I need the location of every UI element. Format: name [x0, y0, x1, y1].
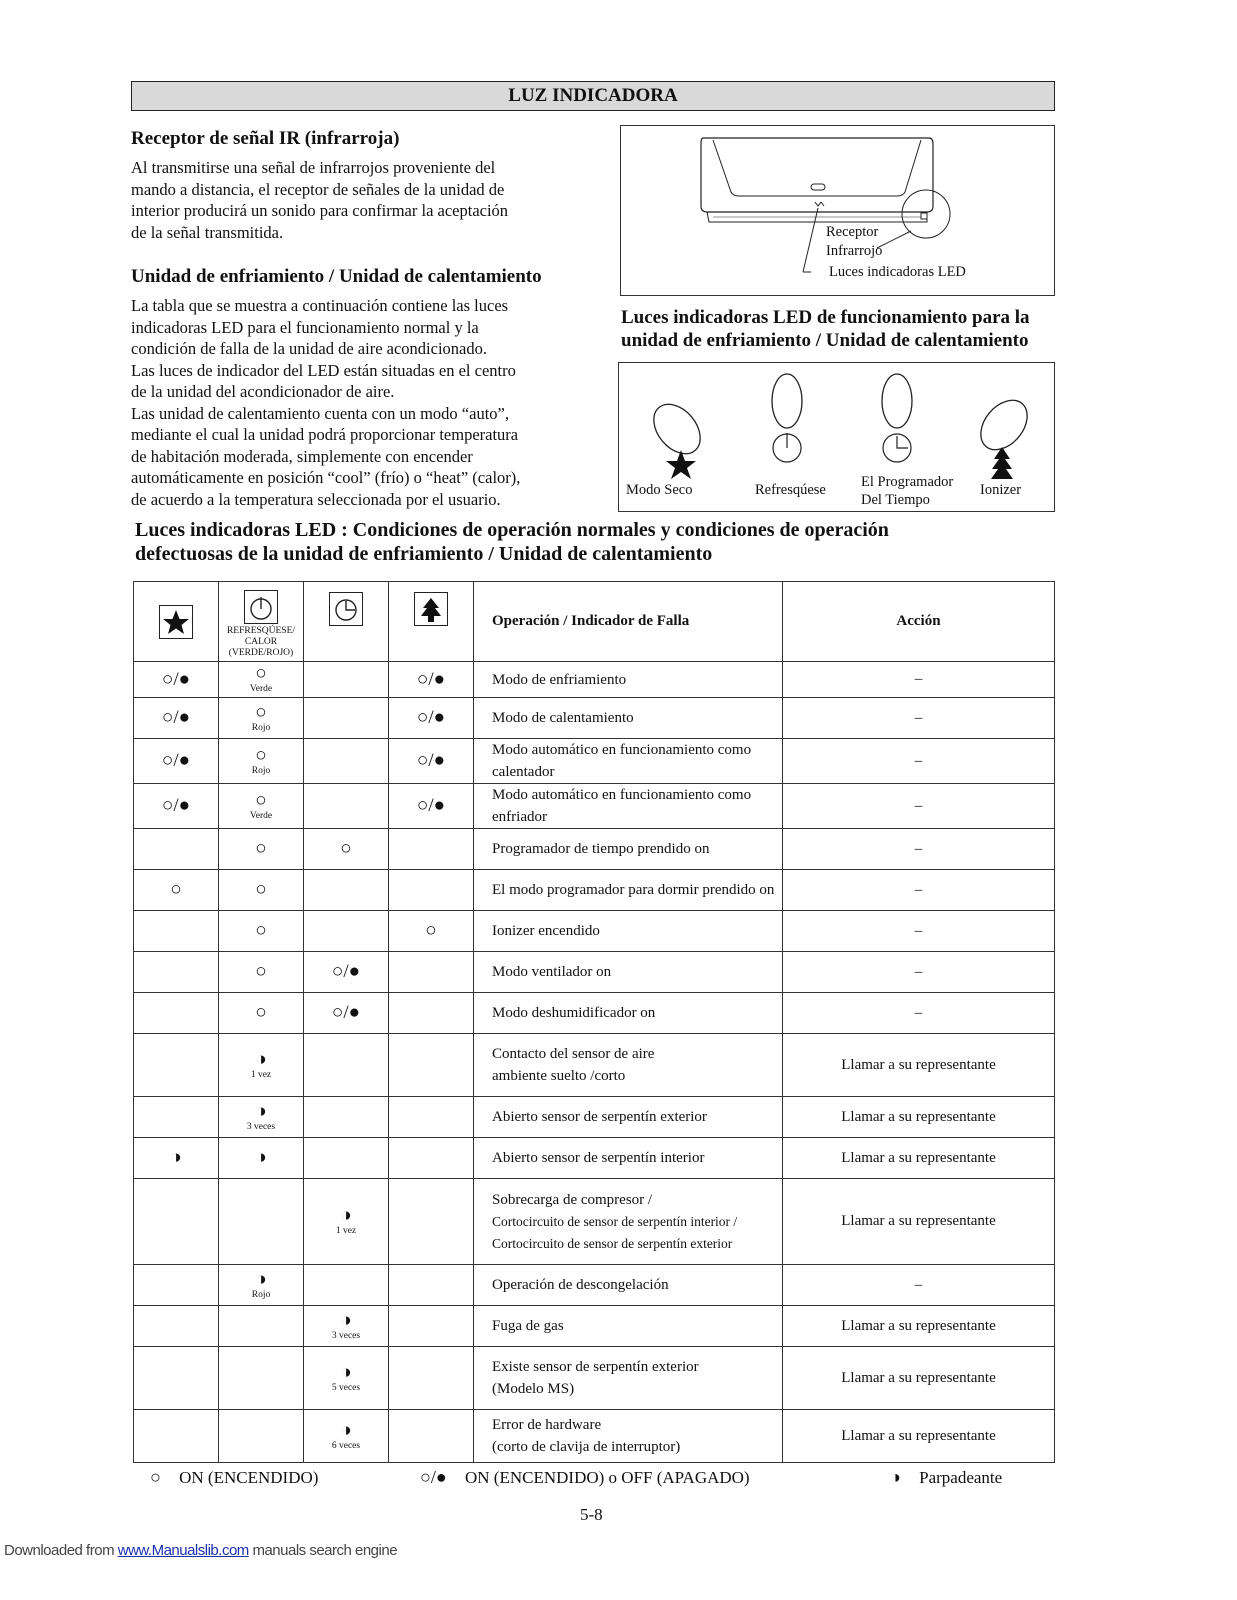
led-state-symbol: ○ [255, 838, 267, 859]
receptor-label-line1: Receptor [826, 224, 879, 240]
operation-text: Contacto del sensor de aire [492, 1046, 655, 1062]
action-cell: Llamar a su representante [783, 1138, 1055, 1179]
led-cell-4 [389, 1034, 474, 1097]
action-cell: – [783, 1265, 1055, 1306]
action-cell: Llamar a su representante [783, 1034, 1055, 1097]
led-state-symbol: ◑ [255, 1100, 267, 1122]
led-state-symbol: ◑ [340, 1309, 352, 1331]
led-cell-2 [219, 1138, 304, 1179]
led-cell-1 [134, 1306, 219, 1347]
led-cell-4 [389, 1265, 474, 1306]
action-cell: – [783, 698, 1055, 739]
operation-cell [474, 698, 783, 739]
paragraph-line: de habitación moderada, simplemente con encender [131, 446, 473, 466]
table-row [134, 739, 1055, 784]
led-state-symbol: ○/● [161, 795, 191, 816]
table-heading-line1: Luces indicadoras LED : Condiciones de operación normales y condiciones de operación [135, 519, 889, 541]
led-label-programador-line1: El Programador [861, 474, 954, 490]
led-state-symbol: ○ [255, 789, 267, 811]
led-cell-2 [219, 1265, 304, 1306]
led-cell-4 [389, 698, 474, 739]
led-cell-2 [219, 952, 304, 993]
led-state-symbol: ○ [170, 879, 182, 900]
paragraph-line: La tabla que se muestra a continuación contiene las luces [131, 296, 509, 315]
led-label: Luces indicadoras LED [829, 264, 966, 280]
header-clock-cell [304, 582, 389, 662]
led-cell-1 [134, 1034, 219, 1097]
operation-cell [474, 870, 783, 911]
led-state-note: 5 veces [331, 1382, 361, 1393]
led-cell-1 [134, 870, 219, 911]
led-cell-3 [304, 870, 389, 911]
led-cell-1 [134, 1410, 219, 1463]
paragraph-line: automáticamente en posición “cool” (frío) o “heat” (calor), [131, 468, 521, 487]
led-state-symbol: ○/● [161, 668, 191, 690]
led-state-symbol: ◑ [170, 1147, 182, 1168]
table-row [134, 1097, 1055, 1138]
led-cell-3 [304, 952, 389, 993]
led-label-modo-seco: Modo Seco [626, 482, 693, 498]
led-cell-3 [304, 829, 389, 870]
led-state-symbol: ○/● [331, 961, 361, 982]
led-cell-1 [134, 1179, 219, 1265]
action-cell: – [783, 911, 1055, 952]
section-unit-text [131, 295, 566, 510]
header-power-sub1: REFRESQÚESE/ [226, 626, 296, 636]
led-cell-3 [304, 1347, 389, 1410]
section-unit-heading: Unidad de enfriamiento / Unidad de calentamiento [131, 266, 542, 287]
led-cell-4 [389, 829, 474, 870]
paragraph-line: Al transmitirse una señal de infrarrojos proveniente del [131, 158, 496, 177]
paragraph-line: mando a distancia, el receptor de señales de la unidad de [131, 179, 505, 199]
operation-text: (corto de clavija de interruptor) [492, 1439, 681, 1455]
operation-cell [474, 1097, 783, 1138]
paragraph-line: Las unidad de calentamiento cuenta con un modo “auto”, [131, 403, 509, 423]
led-state-symbol: ○ [340, 838, 352, 859]
paragraph-line: mediante el cual la unidad podrá proporcionar temperatura [131, 425, 519, 444]
led-cell-2 [219, 993, 304, 1034]
led-cell-1 [134, 784, 219, 829]
led-state-symbol: ○ [425, 920, 437, 941]
table-row [134, 1306, 1055, 1347]
led-cell-2 [219, 662, 304, 698]
operation-text: Modo deshumidificador on [492, 1005, 656, 1021]
action-cell: – [783, 784, 1055, 829]
table-heading [135, 518, 889, 566]
operation-cell [474, 739, 783, 784]
section-ir-text [131, 157, 566, 243]
operation-text: Abierto sensor de serpentín exterior [492, 1109, 707, 1125]
header-action: Acción [783, 582, 1055, 662]
table-row [134, 911, 1055, 952]
operation-text: Error de hardware [492, 1417, 602, 1433]
led-cell-3 [304, 1306, 389, 1347]
operation-text: Abierto sensor de serpentín interior [492, 1150, 705, 1166]
led-cell-1 [134, 952, 219, 993]
led-cell-3 [304, 993, 389, 1034]
table-row [134, 1034, 1055, 1097]
led-figure-heading [621, 306, 1030, 352]
table-row [134, 952, 1055, 993]
led-cell-2 [219, 1410, 304, 1463]
legend-onoff [420, 1467, 750, 1488]
operation-text: Programador de tiempo prendido on [492, 841, 710, 857]
action-cell: – [783, 739, 1055, 784]
led-cell-2 [219, 1179, 304, 1265]
table-row [134, 784, 1055, 829]
operation-cell [474, 1138, 783, 1179]
led-label-programador [861, 473, 953, 509]
led-cell-1 [134, 1265, 219, 1306]
led-state-symbol: ○ [255, 744, 267, 766]
led-state-symbol: ○/● [416, 707, 446, 728]
header-star-cell [134, 582, 219, 662]
led-panel-figure [618, 362, 1055, 512]
led-cell-2 [219, 870, 304, 911]
led-cell-1 [134, 911, 219, 952]
led-figure-heading-line2: unidad de enfriamiento / Unidad de calentamiento [621, 330, 1029, 351]
led-state-symbol: ◑ [255, 1268, 267, 1290]
led-state-symbol: ○ [255, 961, 267, 982]
operation-cell [474, 1265, 783, 1306]
led-cell-4 [389, 911, 474, 952]
led-state-symbol: ○/● [416, 668, 446, 690]
legend-blink-symbol: ◑ [890, 1467, 901, 1487]
led-cell-2 [219, 1034, 304, 1097]
table-row [134, 662, 1055, 698]
led-cell-4 [389, 1306, 474, 1347]
header-operation: Operación / Indicador de Falla [474, 582, 783, 662]
led-state-note: Verde [249, 810, 273, 821]
led-cell-2 [219, 1097, 304, 1138]
led-label-ionizer: Ionizer [980, 482, 1022, 498]
led-cell-3 [304, 911, 389, 952]
led-cell-2 [219, 784, 304, 829]
operation-text: Modo automático en funcionamiento como enfriador [492, 787, 752, 825]
led-status-table [133, 581, 1055, 1463]
operation-cell [474, 911, 783, 952]
table-row [134, 993, 1055, 1034]
legend-on-symbol: ○ [150, 1467, 161, 1487]
operation-cell [474, 784, 783, 829]
operation-text: Operación de descongelación [492, 1277, 669, 1293]
led-cell-4 [389, 993, 474, 1034]
led-cell-2 [219, 1347, 304, 1410]
led-cell-1 [134, 1347, 219, 1410]
led-state-symbol: ◑ [340, 1361, 352, 1383]
led-cell-4 [389, 1138, 474, 1179]
legend-on [150, 1467, 318, 1488]
led-state-note: Rojo [251, 1289, 271, 1300]
led-state-note: Verde [249, 684, 273, 694]
star-icon [159, 605, 193, 639]
led-cell-1 [134, 829, 219, 870]
led-state-note: 3 veces [246, 1121, 276, 1132]
led-state-symbol: ○ [255, 701, 267, 723]
operation-cell [474, 1306, 783, 1347]
led-cell-2 [219, 1306, 304, 1347]
receptor-label-line2: Infrarrojo [826, 243, 883, 259]
table-row [134, 1265, 1055, 1306]
header-ionizer-cell [389, 582, 474, 662]
led-state-note: 3 veces [331, 1330, 361, 1341]
action-cell: – [783, 870, 1055, 911]
action-cell: – [783, 993, 1055, 1034]
operation-text: Ionizer encendido [492, 923, 600, 939]
legend-onoff-label: ON (ENCENDIDO) o OFF (APAGADO) [465, 1468, 750, 1487]
led-state-symbol: ○/● [331, 1002, 361, 1023]
clock-icon [329, 592, 363, 626]
led-cell-3 [304, 1179, 389, 1265]
page-title: LUZ INDICADORA [131, 81, 1055, 111]
led-state-symbol: ○/● [416, 795, 446, 816]
action-cell: Llamar a su representante [783, 1306, 1055, 1347]
legend-on-label: ON (ENCENDIDO) [179, 1468, 319, 1487]
action-cell: – [783, 662, 1055, 698]
operation-text: (Modelo MS) [492, 1381, 575, 1397]
led-cell-4 [389, 662, 474, 698]
led-cell-4 [389, 952, 474, 993]
table-row [134, 1179, 1055, 1265]
led-state-note: 1 vez [335, 1226, 357, 1236]
download-footer [4, 1542, 397, 1559]
paragraph-line: de acuerdo a la temperatura seleccionada por el usuario. [131, 489, 501, 509]
led-state-symbol: ○ [255, 663, 267, 684]
led-state-symbol: ◑ [340, 1205, 352, 1226]
operation-cell [474, 1410, 783, 1463]
header-power-sub2: CALOR [244, 637, 278, 647]
ionizer-tree-icon [414, 592, 448, 626]
led-state-symbol: ○/● [416, 750, 446, 771]
led-cell-2 [219, 698, 304, 739]
indoor-unit-figure [620, 125, 1055, 296]
operation-cell [474, 952, 783, 993]
operation-cell [474, 1347, 783, 1410]
operation-text: Cortocircuito de sensor de serpentín exterior [492, 1235, 733, 1251]
led-state-note: 1 vez [250, 1069, 272, 1080]
paragraph-line: interior producirá un sonido para confirmar la aceptación [131, 201, 509, 220]
led-state-symbol: ◑ [255, 1048, 267, 1070]
table-row [134, 1347, 1055, 1410]
receptor-label [826, 223, 882, 261]
led-cell-3 [304, 1265, 389, 1306]
operation-text: Sobrecarga de compresor / [492, 1191, 653, 1208]
legend-onoff-symbol: ○/● [420, 1467, 447, 1487]
operation-cell [474, 1034, 783, 1097]
table-row [134, 698, 1055, 739]
led-state-note: Rojo [251, 722, 271, 733]
action-cell: Llamar a su representante [783, 1179, 1055, 1265]
operation-text: Modo ventilador on [492, 964, 612, 980]
paragraph-line: de la unidad del acondicionador de aire. [131, 382, 395, 401]
led-cell-1 [134, 739, 219, 784]
led-cell-4 [389, 1347, 474, 1410]
action-cell: Llamar a su representante [783, 1347, 1055, 1410]
table-heading-line2: defectuosas de la unidad de enfriamiento / Unidad de calentamiento [135, 543, 713, 565]
led-cell-2 [219, 911, 304, 952]
led-state-note: 6 veces [331, 1440, 361, 1451]
led-cell-3 [304, 739, 389, 784]
led-cell-4 [389, 739, 474, 784]
led-cell-4 [389, 870, 474, 911]
led-state-symbol: ○ [255, 920, 267, 941]
operation-text: ambiente suelto /corto [492, 1068, 626, 1084]
led-cell-3 [304, 1097, 389, 1138]
led-cell-3 [304, 662, 389, 698]
table-row [134, 1138, 1055, 1179]
led-state-symbol: ○/● [161, 750, 191, 771]
paragraph-line: Las luces de indicador del LED están situadas en el centro [131, 360, 516, 380]
power-icon [244, 590, 278, 624]
led-cell-4 [389, 1179, 474, 1265]
operation-cell [474, 829, 783, 870]
operation-text: Existe sensor de serpentín exterior [492, 1359, 699, 1375]
operation-text: Fuga de gas [492, 1318, 564, 1334]
table-row [134, 870, 1055, 911]
legend-blink-label: Parpadeante [919, 1468, 1003, 1487]
operation-text: El modo programador para dormir prendido on [492, 882, 775, 898]
operation-cell [474, 993, 783, 1034]
led-state-symbol: ○ [255, 879, 267, 900]
footer-prefix: Downloaded from [4, 1542, 118, 1559]
table-row [134, 829, 1055, 870]
led-cell-3 [304, 698, 389, 739]
paragraph-line: indicadoras LED para el funcionamiento normal y la [131, 317, 479, 337]
led-figure-heading-line1: Luces indicadoras LED de funcionamiento para la [621, 307, 1030, 328]
led-cell-4 [389, 784, 474, 829]
led-cell-4 [389, 1410, 474, 1463]
led-cell-1 [134, 1138, 219, 1179]
action-cell: Llamar a su representante [783, 1410, 1055, 1463]
led-cell-1 [134, 1097, 219, 1138]
led-cell-3 [304, 1034, 389, 1097]
led-cell-2 [219, 739, 304, 784]
section-ir-heading: Receptor de señal IR (infrarroja) [131, 128, 400, 149]
paragraph-line: condición de falla de la unidad de aire acondicionado. [131, 339, 487, 358]
table-header-row [134, 582, 1055, 662]
led-label-refresquese: Refresqúese [755, 482, 826, 498]
led-cell-2 [219, 829, 304, 870]
operation-text: Modo de calentamiento [492, 710, 634, 726]
led-cell-4 [389, 1097, 474, 1138]
led-cell-3 [304, 1138, 389, 1179]
led-state-note: Rojo [251, 765, 271, 776]
operation-text: Modo de enfriamiento [492, 671, 627, 688]
header-power-sub3: (VERDE/ROJO) [228, 648, 294, 658]
action-cell: – [783, 829, 1055, 870]
table-row [134, 1410, 1055, 1463]
operation-cell [474, 1179, 783, 1265]
page-number: 5-8 [580, 1505, 603, 1524]
action-cell: Llamar a su representante [783, 1097, 1055, 1138]
led-cell-1 [134, 698, 219, 739]
led-state-symbol: ○/● [161, 707, 191, 728]
operation-text: Cortocircuito de sensor de serpentín interior / [492, 1213, 738, 1229]
led-label-programador-line2: Del Tiempo [861, 492, 930, 508]
led-cell-3 [304, 784, 389, 829]
led-cell-3 [304, 1410, 389, 1463]
led-state-symbol: ◑ [340, 1419, 352, 1441]
manualslib-link[interactable]: www.Manualslib.com [117, 1542, 249, 1559]
action-cell: – [783, 952, 1055, 993]
led-cell-1 [134, 662, 219, 698]
operation-text: Modo automático en funcionamiento como calentador [492, 742, 752, 780]
led-cell-1 [134, 993, 219, 1034]
led-state-symbol: ○ [255, 1002, 267, 1023]
operation-cell [474, 662, 783, 698]
footer-suffix: manuals search engine [248, 1542, 398, 1559]
led-state-symbol: ◑ [255, 1147, 267, 1168]
legend-blink [890, 1467, 1002, 1488]
paragraph-line: de la señal transmitida. [131, 222, 284, 242]
header-power-cell [219, 582, 304, 662]
